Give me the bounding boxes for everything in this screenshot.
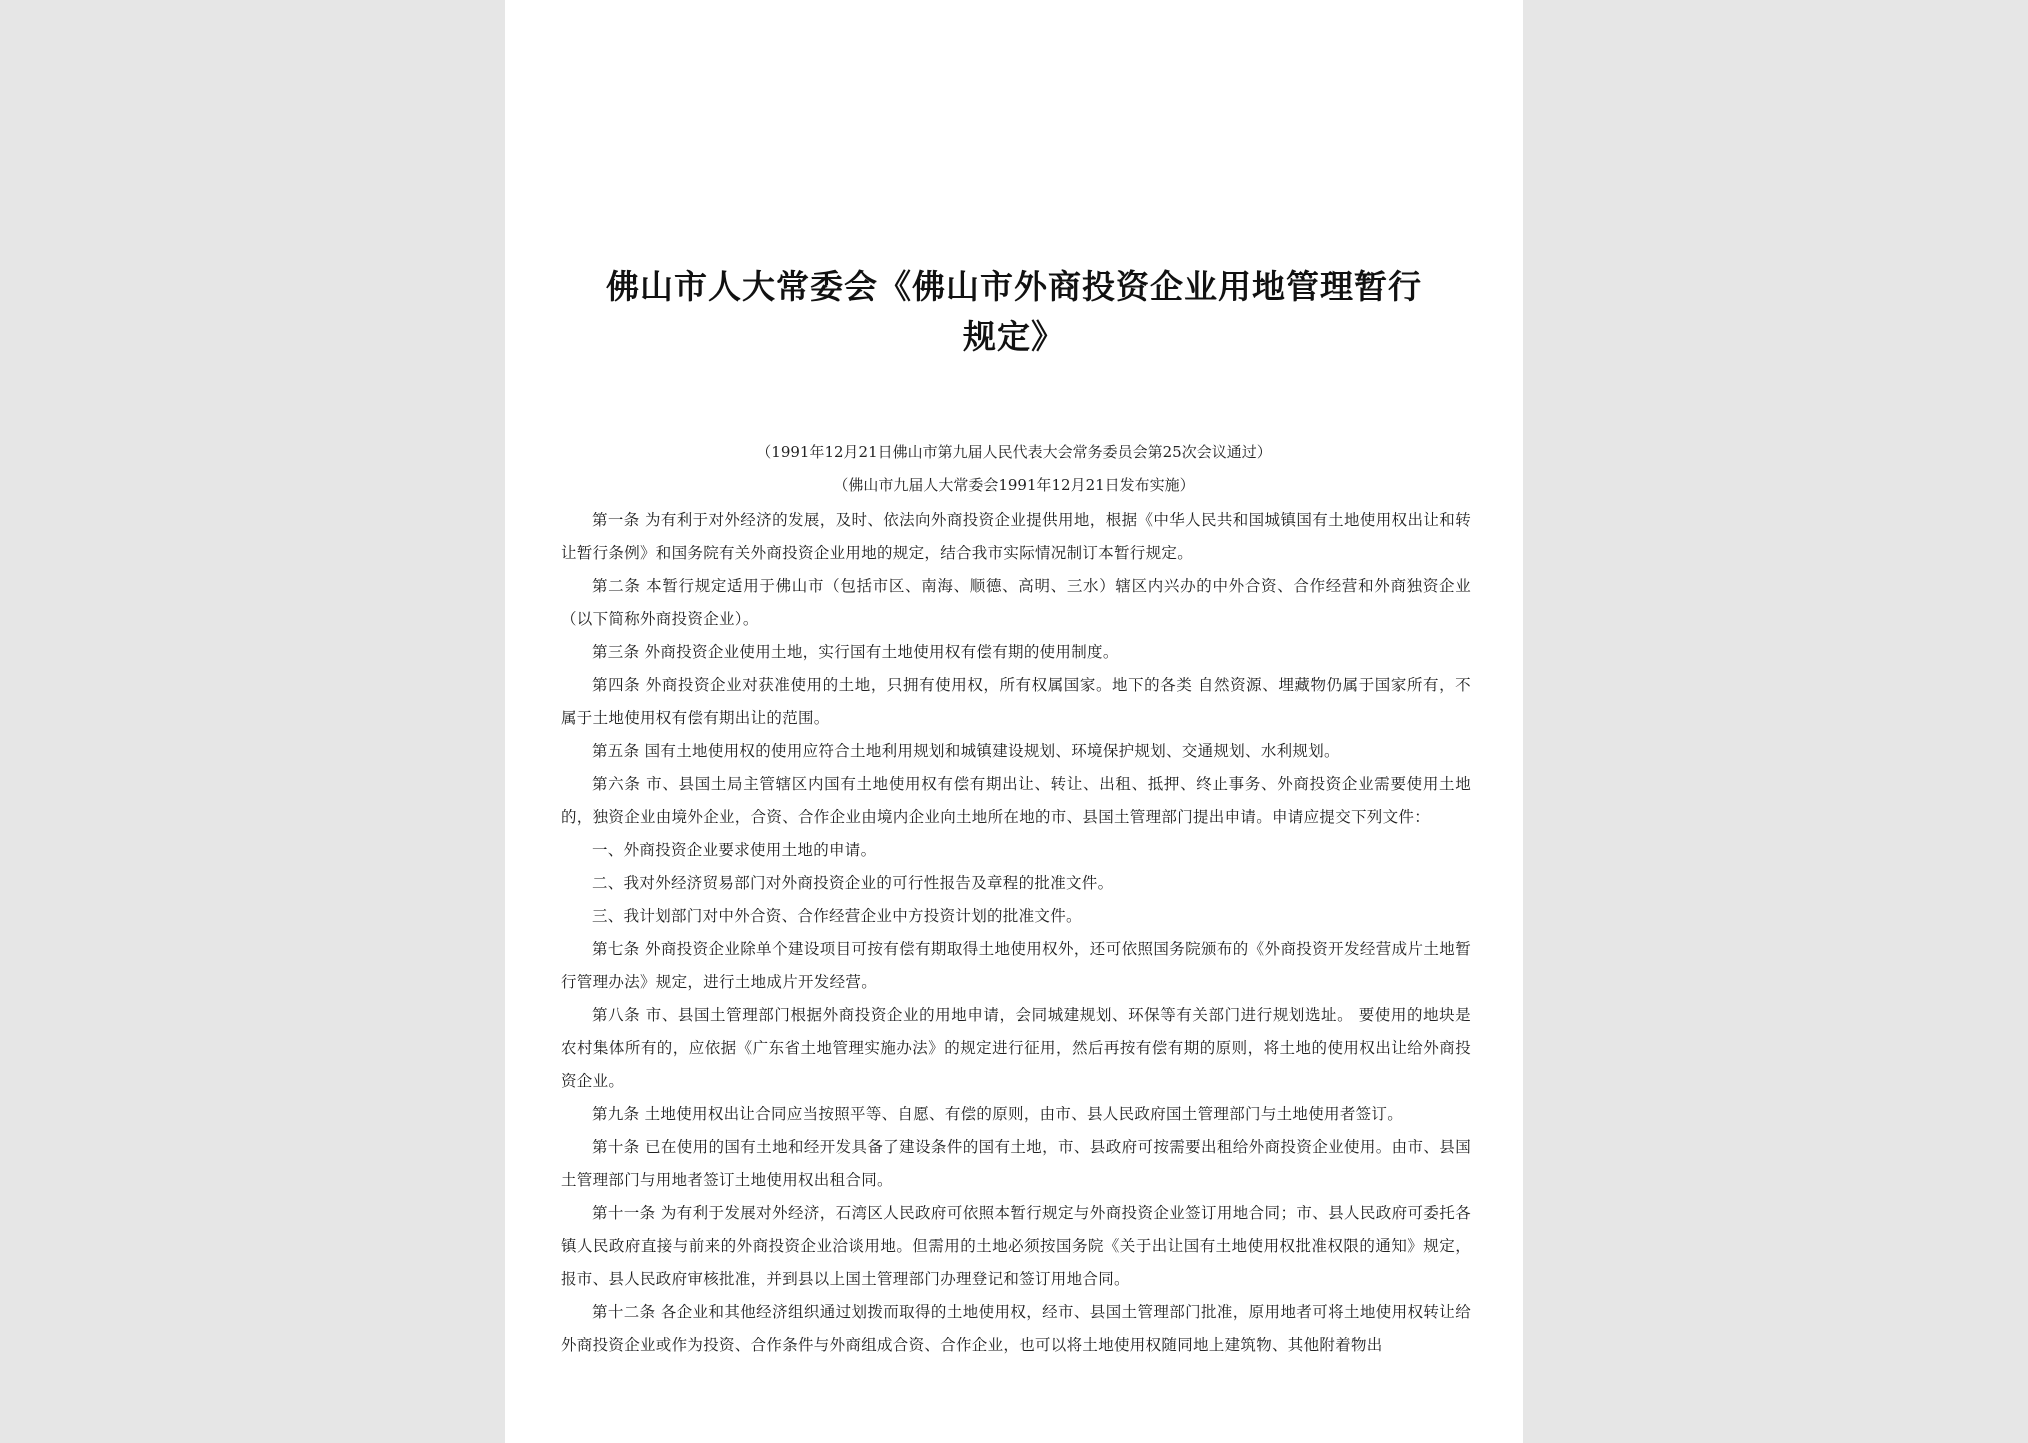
article-paragraph: 第六条 市、县国土局主管辖区内国有土地使用权有偿有期出让、转让、出租、抵押、终止事务、外商投资企业需要使用土地的，独资企业由境外企业，合资、合作企业由境内企业向土地所在地的市、县国土管理部门提出申请。申请应提交下列文件：	[561, 775, 1471, 826]
article-paragraph: 第五条 国有土地使用权的使用应符合土地利用规划和城镇建设规划、环境保护规划、交通规划、水利规划。	[592, 742, 1340, 760]
article-paragraph: 第八条 市、县国土管理部门根据外商投资企业的用地申请，会同城建规划、环保等有关部门进行规划选址。 要使用的地块是农村集体所有的，应依据《广东省土地管理实施办法》的规定进行征用，然后再按有偿有期的原则，将土地的使用权出让给外商投资企业。	[561, 1006, 1471, 1090]
article-paragraph: 第七条 外商投资企业除单个建设项目可按有偿有期取得土地使用权外，还可依照国务院颁布的《外商投资开发经营成片土地暂行管理办法》规定，进行土地成片开发经营。	[561, 940, 1471, 991]
article-paragraph: 第四条 外商投资企业对获准使用的土地，只拥有使用权，所有权属国家。地下的各类 自然资源、埋藏物仍属于国家所有，不属于土地使用权有偿有期出让的范围。	[561, 676, 1471, 727]
title-line: 规定》	[963, 317, 1065, 356]
article-paragraph: 第十一条 为有利于发展对外经济，石湾区人民政府可依照本暂行规定与外商投资企业签订用地合同；市、县人民政府可委托各镇人民政府直接与前来的外商投资企业洽谈用地。但需用的土地必须按国务院《关于出让国有土地使用权批准权限的通知》规定，报市、县人民政府审核批准，并到县以上国土管理部门办理登记和签订用地合同。	[561, 1204, 1471, 1288]
title-line: 佛山市人大常委会《佛山市外商投资企业用地管理暂行	[606, 267, 1422, 306]
document-page	[505, 0, 1523, 1443]
document-title	[565, 262, 1463, 362]
list-item: 三、我计划部门对中外合资、合作经营企业中方投资计划的批准文件。	[592, 907, 1082, 925]
adoption-note: （1991年12月21日佛山市第九届人民代表大会常务委员会第25次会议通过）	[756, 443, 1272, 461]
list-item: 二、我对外经济贸易部门对外商投资企业的可行性报告及章程的批准文件。	[592, 874, 1114, 892]
article-paragraph: 第十二条 各企业和其他经济组织通过划拨而取得的土地使用权，经市、县国土管理部门批准，原用地者可将土地使用权转让给外商投资企业或作为投资、合作条件与外商组成合资、合作企业，也可以将土地使用权随同地上建筑物、其他附着物出	[561, 1303, 1471, 1354]
article-paragraph: 第九条 土地使用权出让合同应当按照平等、自愿、有偿的原则，由市、县人民政府国土管理部门与土地使用者签订。	[592, 1105, 1404, 1123]
article-paragraph: 第一条 为有利于对外经济的发展，及时、依法向外商投资企业提供用地，根据《中华人民共和国城镇国有土地使用权出让和转让暂行条例》和国务院有关外商投资企业用地的规定，结合我市实际情况制订本暂行规定。	[561, 511, 1471, 562]
promulgation-note: （佛山市九届人大常委会1991年12月21日发布实施）	[833, 476, 1195, 494]
article-paragraph: 第三条 外商投资企业使用土地，实行国有土地使用权有偿有期的使用制度。	[592, 643, 1119, 661]
article-paragraph: 第十条 已在使用的国有土地和经开发具备了建设条件的国有土地，市、县政府可按需要出租给外商投资企业使用。由市、县国土管理部门与用地者签订土地使用权出租合同。	[561, 1138, 1471, 1189]
document-body	[561, 504, 1471, 1362]
article-paragraph: 第二条 本暂行规定适用于佛山市（包括市区、南海、顺德、高明、三水）辖区内兴办的中外合资、合作经营和外商独资企业（以下简称外商投资企业）。	[561, 577, 1471, 628]
list-item: 一、外商投资企业要求使用土地的申请。	[592, 841, 877, 859]
